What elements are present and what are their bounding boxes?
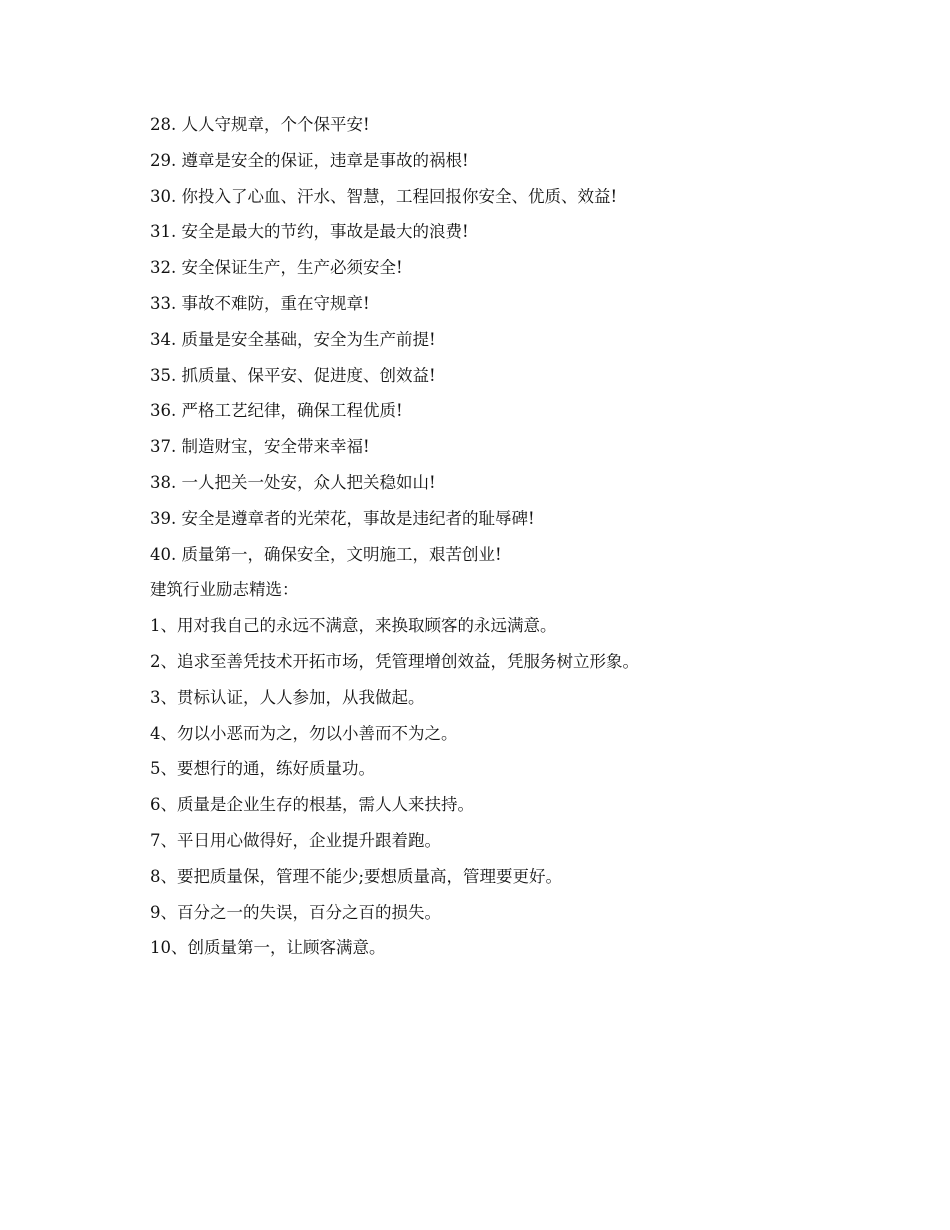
slogan-line-36: 36. 严格工艺纪律，确保工程优质! xyxy=(150,401,403,421)
motto-line-1: 1、用对我自己的永远不满意，来换取顾客的永远满意。 xyxy=(150,616,557,636)
slogan-line-34: 34. 质量是安全基础，安全为生产前提! xyxy=(150,329,436,349)
motto-line-5: 5、要想行的通，练好质量功。 xyxy=(150,759,375,779)
motto-line-3: 3、贯标认证，人人参加，从我做起。 xyxy=(150,687,425,707)
slogan-line-30: 30. 你投入了心血、汗水、智慧，工程回报你安全、优质、效益! xyxy=(150,186,618,206)
motto-line-10: 10、创质量第一，让顾客满意。 xyxy=(150,938,386,958)
motto-line-4: 4、勿以小恶而为之，勿以小善而不为之。 xyxy=(150,723,458,743)
motto-line-9: 9、百分之一的失误，百分之百的损失。 xyxy=(150,902,441,922)
motto-line-2: 2、追求至善凭技术开拓市场，凭管理增创效益，凭服务树立形象。 xyxy=(150,651,639,671)
slogan-line-31: 31. 安全是最大的节约，事故是最大的浪费! xyxy=(150,222,469,242)
slogan-line-40: 40. 质量第一，确保安全，文明施工，艰苦创业! xyxy=(150,544,502,564)
slogan-line-29: 29. 遵章是安全的保证，违章是事故的祸根! xyxy=(150,150,469,170)
motto-line-7: 7、平日用心做得好，企业提升跟着跑。 xyxy=(150,830,441,850)
slogan-line-39: 39. 安全是遵章者的光荣花，事故是违纪者的耻辱碑! xyxy=(150,508,535,528)
slogan-line-38: 38. 一人把关一处安，众人把关稳如山! xyxy=(150,472,436,492)
section-heading: 建筑行业励志精选： xyxy=(150,580,299,600)
motto-line-6: 6、质量是企业生存的根基，需人人来扶持。 xyxy=(150,795,474,815)
slogan-line-28: 28. 人人守规章，个个保平安! xyxy=(150,115,370,134)
slogan-line-35: 35. 抓质量、保平安、促进度、创效益! xyxy=(150,365,436,385)
slogan-line-37: 37. 制造财宝，安全带来幸福! xyxy=(150,437,370,457)
slogan-line-32: 32. 安全保证生产，生产必须安全! xyxy=(150,258,403,278)
motto-line-8: 8、要把质量保，管理不能少;要想质量高，管理要更好。 xyxy=(150,866,563,886)
document-body xyxy=(150,107,870,966)
slogan-line-33: 33. 事故不难防，重在守规章! xyxy=(150,293,370,313)
